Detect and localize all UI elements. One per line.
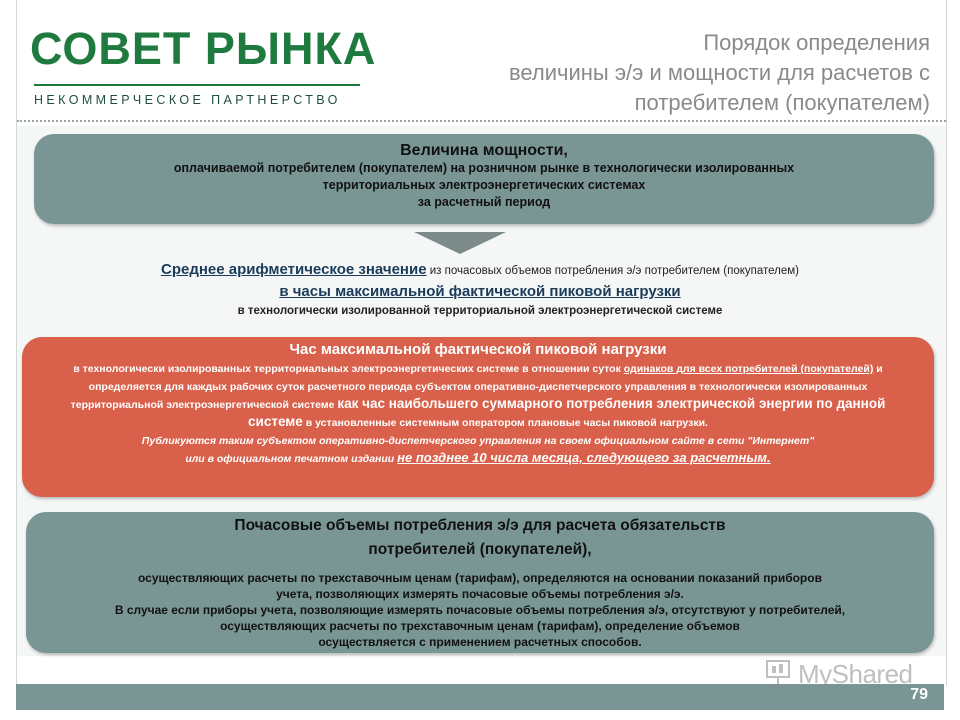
peak-hour-text: в технологически изолированных территориальных электроэнергетических системе в отношении суток [73, 363, 624, 375]
average-line-2: в часы максимальной фактической пиковой нагрузки [279, 283, 681, 300]
capacity-value-box [34, 134, 934, 224]
capacity-value-line: территориальных электроэнергетических системах [322, 178, 646, 192]
header-divider [17, 120, 946, 122]
capacity-value-line: оплачиваемой потребителем (покупателем) на розничном рынке в технологически изолированных [173, 161, 795, 175]
hourly-volumes-line: учета, позволяющих измерять почасовые объемы потребления э/э. [276, 587, 684, 601]
logo-title: СОВЕТ РЫНКА [30, 23, 377, 74]
slide-title [410, 28, 930, 118]
down-arrow-icon [414, 232, 506, 254]
capacity-value-line: за расчетный период [417, 195, 551, 209]
hourly-volumes-line: осуществляющих расчеты по трехставочным ценам (тарифам), определяются на основании показаний приборов [138, 571, 822, 585]
hourly-volumes-line: В случае если приборы учета, позволяющие измерять почасовые объемы потребления э/э, отсутствуют у потребителей, [114, 603, 846, 617]
hourly-volumes-title: Почасовые объемы потребления э/э для расчета обязательств [234, 517, 726, 534]
peak-hour-text: в установленные системным оператором плановые часы пиковой нагрузки. [302, 417, 708, 429]
hourly-volumes-title: потребителей (покупателей), [368, 541, 592, 558]
slide-title-line: величины э/э и мощности для расчетов с [508, 60, 930, 85]
logo-underline [34, 84, 360, 86]
average-definition [40, 260, 920, 319]
slide-title-line: Порядок определения [703, 30, 930, 55]
presentation-icon [764, 659, 792, 689]
hourly-volumes-line: осуществляющих расчеты по трехставочным ценам (тарифам), определение объемов [220, 619, 740, 633]
average-lead-rest: из почасовых объемов потребления э/э потребителем (покупателем) [426, 265, 799, 277]
page-number: 79 [910, 686, 928, 703]
average-line-3: в технологически изолированной территориальной электроэнергетической системе [237, 305, 723, 317]
peak-hour-box [22, 337, 934, 497]
publication-text: Публикуются таким субъектом оперативно-диспетчерского управления на своем официальном сайте в сети "Интернет" [141, 435, 815, 447]
publication-paragraph [22, 431, 934, 467]
average-lead: Среднее арифметическое значение [160, 261, 427, 278]
spacer [26, 560, 934, 570]
peak-hour-text: и определяется для каждых рабочих суток расчетного периода субъектом оперативно-диспетчерского управления в технологически изолированных территориальной электроэнергетической системе [70, 363, 883, 411]
peak-hour-title: Час максимальной фактической пиковой нагрузки [289, 341, 667, 358]
logo-subtitle: НЕКОММЕРЧЕСКОЕ ПАРТНЕРСТВО [34, 93, 341, 107]
capacity-value-title: Величина мощности, [400, 142, 568, 159]
peak-hour-highlight: как час наибольшего суммарного потребления электрической энергии по данной системе [248, 396, 886, 429]
publication-deadline: не позднее 10 числа месяца, следующего за расчетным. [397, 450, 771, 465]
watermark-text: MyShared [798, 658, 913, 689]
average-line-1 [40, 260, 920, 281]
frame-right-border [946, 0, 947, 686]
peak-hour-emphasis: одинаков для всех потребителей (покупателей) [623, 363, 874, 375]
hourly-volumes-box [26, 512, 934, 653]
slide-title-line: потребителем (покупателем) [634, 90, 930, 115]
peak-hour-paragraph [22, 359, 934, 431]
hourly-volumes-line: осуществляется с применением расчетных способов. [318, 635, 642, 649]
publication-text: или в официальном печатном издании [185, 453, 398, 465]
